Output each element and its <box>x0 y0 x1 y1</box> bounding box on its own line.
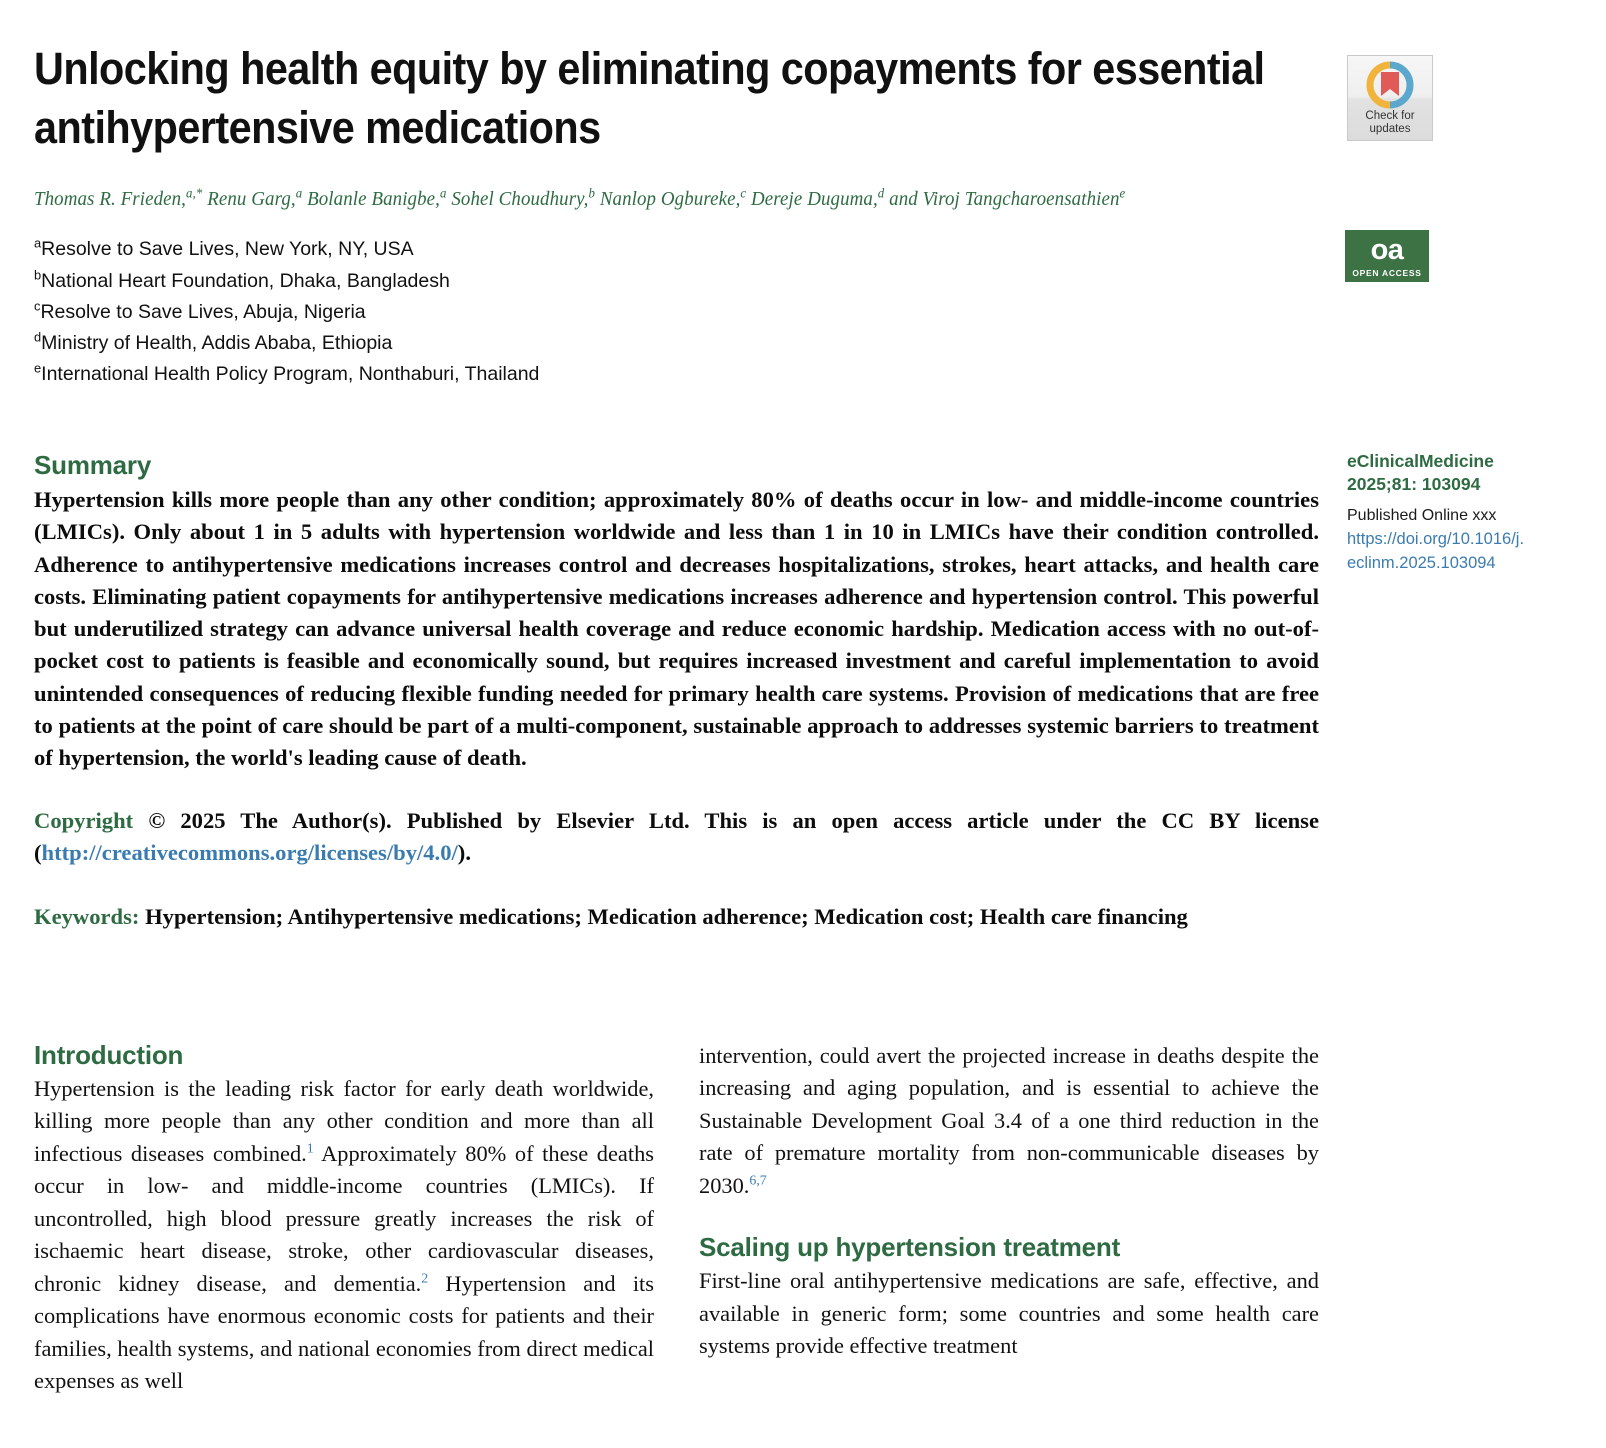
affiliation-text: Ministry of Health, Addis Ababa, Ethiopia <box>41 331 393 354</box>
affiliation-marker: e <box>34 360 42 376</box>
reference-marker[interactable]: 6,7 <box>749 1173 767 1189</box>
affiliation-marker: d <box>34 329 42 345</box>
affiliation-text: Resolve to Save Lives, Abuja, Nigeria <box>40 300 366 323</box>
crossmark-label-line2: updates <box>1369 123 1411 136</box>
section-heading-scaling-up: Scaling up hypertension treatment <box>699 1232 1121 1263</box>
summary-heading: Summary <box>34 450 152 480</box>
published-online: Published Online xxx <box>1347 506 1497 524</box>
keywords-line <box>34 901 1319 933</box>
doi-link[interactable]: https://doi.org/10.1016/j.eclinm.2025.103094 <box>1347 530 1525 572</box>
affiliation-item <box>34 234 1314 265</box>
affiliation-text: Resolve to Save Lives, New York, NY, USA <box>41 238 414 261</box>
continued-paragraph <box>699 1040 1319 1202</box>
crossmark-icon <box>1366 61 1414 109</box>
summary-section <box>34 450 1319 934</box>
affiliation-text: International Health Policy Program, Nonthaburi, Thailand <box>41 363 540 386</box>
open-access-label: OPEN ACCESS <box>1352 268 1422 278</box>
affiliation-marker: b <box>34 267 42 283</box>
right-column <box>699 1040 1319 1448</box>
copyright-text-after: ). <box>457 839 471 865</box>
intro-text-part3: Hypertension and its complications have enormous economic costs for patients and their families, health systems, and national economies from direct medical expenses as well <box>34 1270 654 1394</box>
journal-name-line2: 2025;81: 103094 <box>1347 474 1481 495</box>
affiliation-item <box>34 328 1314 359</box>
copyright-notice <box>34 805 1319 870</box>
intro-text-part2: Approximately 80% of these deaths occur in low- and middle-income countries (LMICs). If uncontrolled, high blood pressure greatly increases the risk of ischaemic heart disease, stroke, other cardiovascular diseases, chronic kidney disease, and dementia. <box>34 1140 654 1296</box>
copyright-text-before: © 2025 The Author(s). Published by Elsevier Ltd. This is an open access article under the CC BY license ( <box>34 807 1319 865</box>
author-list: Thomas R. Frieden,$^{a,*}$ Renu Garg,$^a$ Bolanle Banigbe,$^a$ Sohel Choudhury,$^b$ Nanlop Ogbureke,$^c$ Dereje Duguma,$^d$ and Viroj Tangcharoensathien$^e$ <box>34 185 1126 210</box>
left-column <box>34 1040 654 1448</box>
keywords-text: Hypertension; Antihypertensive medications; Medication adherence; Medication cost; Health care financing <box>145 904 1188 930</box>
crossmark-badge[interactable] <box>1347 55 1433 141</box>
affiliation-list <box>34 234 1314 390</box>
introduction-paragraph <box>34 1073 654 1398</box>
reference-marker[interactable]: 1 <box>306 1141 314 1157</box>
keywords-label: Keywords: <box>34 904 140 930</box>
reference-marker[interactable]: 2 <box>421 1271 429 1287</box>
continued-text: intervention, could avert the projected increase in deaths despite the increasing and aging population, and is essential to achieve the Sustainable Development Goal 3.4 of a one third reduction in the rate of premature mortality from non-communicable diseases by 2030. <box>699 1043 1319 1198</box>
journal-info <box>1347 450 1527 575</box>
intro-text-part1: Hypertension is the leading risk factor for early death worldwide, killing more people than any other condition and more than all infectious diseases combined. <box>34 1076 654 1166</box>
affiliation-item <box>34 297 1314 328</box>
copyright-label: Copyright <box>34 807 134 833</box>
article-header <box>34 40 1314 390</box>
affiliation-item <box>34 266 1314 297</box>
open-access-badge[interactable] <box>1345 230 1429 282</box>
body-columns <box>34 1040 1319 1448</box>
scaling-up-paragraph: First-line oral antihypertensive medications are safe, effective, and available in generic form; some countries and some health care systems provide effective treatment <box>699 1268 1319 1359</box>
affiliation-marker: a <box>34 235 42 251</box>
crossmark-label <box>1348 110 1432 136</box>
journal-name-line1: eClinicalMedicine <box>1347 451 1494 471</box>
affiliation-item <box>34 359 1314 390</box>
affiliation-marker: c <box>34 298 41 314</box>
affiliation-text: National Heart Foundation, Dhaka, Bangladesh <box>41 269 450 292</box>
license-link[interactable]: http://creativecommons.org/licenses/by/4.0/ <box>41 839 458 865</box>
section-heading-introduction: Introduction <box>34 1040 184 1070</box>
summary-body: Hypertension kills more people than any other condition; approximately 80% of deaths occur in low- and middle-income countries (LMICs). Only about 1 in 5 adults with hypertension worldwide and less than 1 in 10 in LMICs have their condition controlled. Adherence to antihypertensive medications increases control and decreases hospitalizations, strokes, heart attacks, and health care costs. Eliminating patient copayments for antihypertensive medications increases adherence and hypertension control. This powerful but underutilized strategy can advance universal health coverage and reduce economic hardship. Medication access with no out-of-pocket cost to patients is feasible and economically sound, but requires increased investment and careful implementation to avoid unintended consequences of reducing flexible funding needed for primary health care systems. Provision of medications that are free to patients at the point of care should be part of a multi-component, sustainable approach to addresses systemic barriers to treatment of hypertension, the world's leading cause of death. <box>34 487 1319 771</box>
page-title: Unlocking health equity by eliminating copayments for essential antihypertensive medications <box>34 43 1265 153</box>
crossmark-label-line1: Check for <box>1365 110 1415 122</box>
open-access-logo-text: oa <box>1370 234 1404 266</box>
